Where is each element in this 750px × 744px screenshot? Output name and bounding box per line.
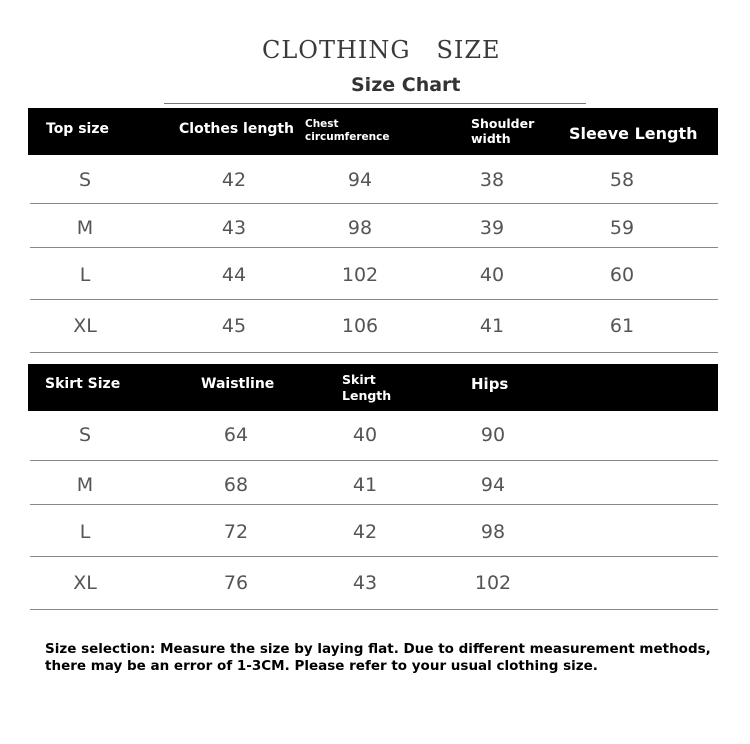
measurement-cell: 59 [609,217,635,239]
measurement-cell: 61 [609,315,635,337]
table-row [28,411,718,461]
measurement-cell: 40 [352,424,378,446]
table-row [28,155,718,204]
table-row [28,204,718,248]
measurement-cell: 40 [479,264,505,286]
table-row [28,300,718,353]
header-skirt-size: Skirt Size [45,376,121,392]
table-row [28,505,718,557]
size-label-cell: M [76,217,94,239]
table-row [28,248,718,300]
measurement-cell: 102 [341,264,379,286]
measurement-cell: 45 [221,315,247,337]
size-chart-subtitle: Size Chart [351,74,461,96]
measurement-cell: 98 [480,521,506,543]
measurement-cell: 98 [347,217,373,239]
row-divider [30,352,718,353]
measurement-cell: 76 [223,572,249,594]
measurement-cell: 42 [221,169,247,191]
measurement-cell: 106 [341,315,379,337]
header-sleeve-length: Sleeve Length [569,124,698,143]
skirt-table-header [28,364,718,411]
measurement-cell: 102 [474,572,512,594]
size-label-cell: L [79,264,91,286]
header-chest-circumference: Chest circumference [305,118,390,143]
measurement-cell: 68 [223,474,249,496]
measurement-cell: 41 [352,474,378,496]
size-label-cell: S [78,424,92,446]
measurement-cell: 58 [609,169,635,191]
measurement-cell: 39 [479,217,505,239]
measurement-cell: 72 [223,521,249,543]
size-selection-note: Size selection: Measure the size by laying flat. Due to different measurement methods, there may be an error of 1-3CM. Please refer to your usual clothing size. [45,641,711,674]
title-divider [164,103,586,104]
measurement-cell: 94 [480,474,506,496]
size-label-cell: M [76,474,94,496]
size-label-cell: L [79,521,91,543]
header-hips: Hips [471,375,509,393]
measurement-cell: 41 [479,315,505,337]
header-top-size: Top size [46,121,109,137]
measurement-cell: 43 [352,572,378,594]
measurement-cell: 60 [609,264,635,286]
table-row [28,461,718,505]
page-title: CLOTHING SIZE [262,36,501,64]
size-label-cell: XL [73,572,97,594]
header-shoulder-width: Shoulder width [471,116,535,146]
header-waistline: Waistline [201,376,275,392]
measurement-cell: 38 [479,169,505,191]
size-label-cell: XL [73,315,97,337]
header-skirt-length: Skirt Length [342,372,392,403]
measurement-cell: 94 [347,169,373,191]
size-label-cell: S [78,169,92,191]
measurement-cell: 44 [221,264,247,286]
measurement-cell: 90 [480,424,506,446]
table-row [28,557,718,610]
header-clothes-length: Clothes length [179,121,294,137]
measurement-cell: 43 [221,217,247,239]
measurement-cell: 42 [352,521,378,543]
top-table-header [28,108,718,155]
measurement-cell: 64 [223,424,249,446]
row-divider [30,609,718,610]
